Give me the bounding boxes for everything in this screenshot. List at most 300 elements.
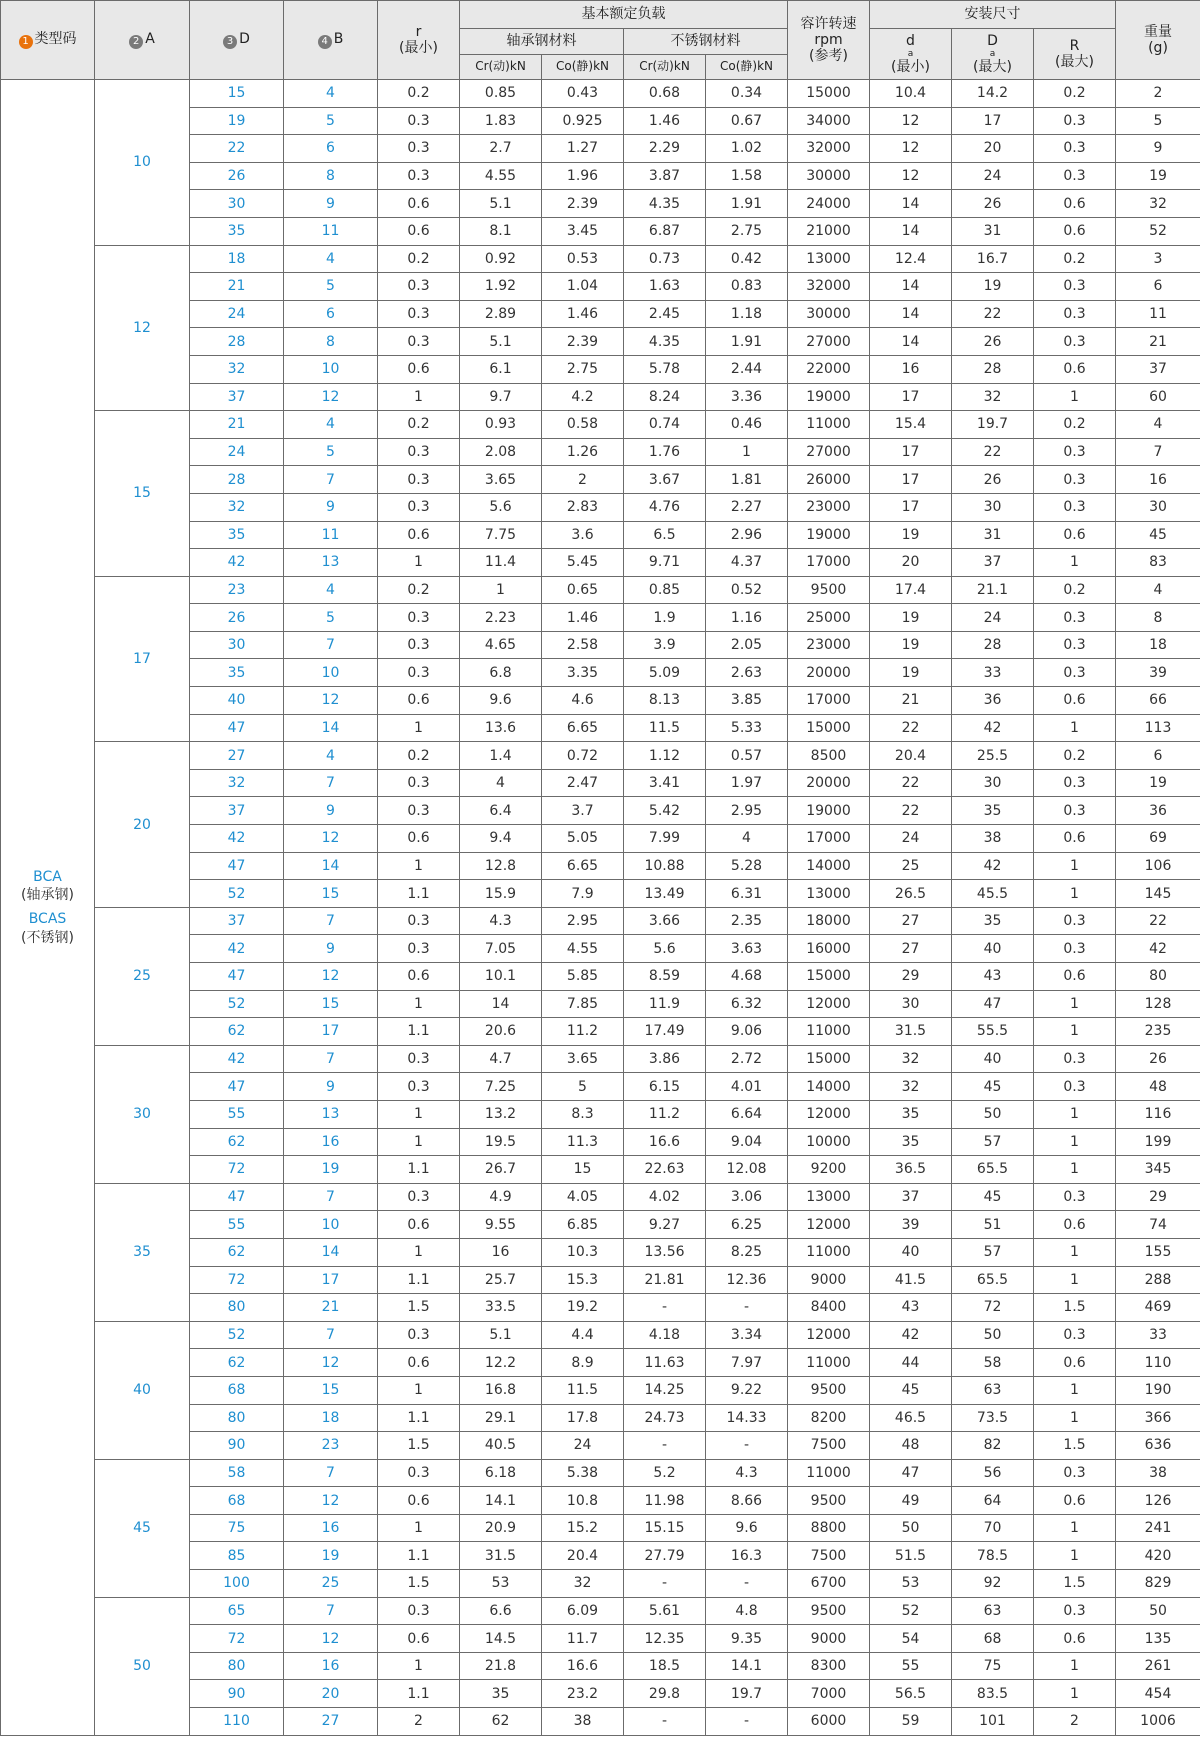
cell-cr-bearing: 5.1: [460, 1321, 542, 1349]
cell-Da: 40: [952, 935, 1034, 963]
cell-D: 37: [190, 907, 284, 935]
cell-B: 13: [284, 549, 378, 577]
cell-speed: 27000: [788, 438, 870, 466]
cell-r: 1.1: [378, 1680, 460, 1708]
cell-co-stainless: 2.96: [706, 521, 788, 549]
cell-da: 44: [870, 1349, 952, 1377]
cell-B: 4: [284, 80, 378, 108]
cell-da: 20.4: [870, 742, 952, 770]
cell-R: 0.2: [1034, 245, 1116, 273]
cell-Da: 33: [952, 659, 1034, 687]
cell-speed: 24000: [788, 190, 870, 218]
cell-speed: 7500: [788, 1542, 870, 1570]
cell-R: 0.6: [1034, 1349, 1116, 1377]
cell-cr-stainless: 4.35: [624, 190, 706, 218]
cell-cr-bearing: 2.89: [460, 300, 542, 328]
cell-weight: 19: [1116, 769, 1200, 797]
cell-r: 0.3: [378, 1459, 460, 1487]
cell-D: 26: [190, 604, 284, 632]
table-row: [1, 576, 1200, 604]
cell-co-bearing: 4.6: [542, 687, 624, 715]
cell-weight: 261: [1116, 1652, 1200, 1680]
cell-da: 35: [870, 1100, 952, 1128]
cell-cr-stainless: 5.6: [624, 935, 706, 963]
cell-D: 55: [190, 1100, 284, 1128]
cell-R: 0.6: [1034, 1487, 1116, 1515]
cell-R: 1: [1034, 1376, 1116, 1404]
header-Da: D a (最大): [952, 29, 1034, 80]
cell-co-stainless: 7.97: [706, 1349, 788, 1377]
cell-co-stainless: 1.91: [706, 190, 788, 218]
cell-cr-bearing: 9.55: [460, 1211, 542, 1239]
cell-B: 20: [284, 1680, 378, 1708]
cell-cr-stainless: 17.49: [624, 1018, 706, 1046]
cell-da: 17.4: [870, 576, 952, 604]
cell-co-stainless: 1.97: [706, 769, 788, 797]
cell-weight: 6: [1116, 742, 1200, 770]
cell-co-bearing: 11.5: [542, 1376, 624, 1404]
cell-cr-stainless: 1.63: [624, 273, 706, 301]
cell-r: 0.2: [378, 411, 460, 439]
cell-D: 68: [190, 1487, 284, 1515]
cell-da: 31.5: [870, 1018, 952, 1046]
cell-co-bearing: 5.05: [542, 825, 624, 853]
cell-Da: 37: [952, 549, 1034, 577]
cell-speed: 30000: [788, 162, 870, 190]
cell-D: 26: [190, 162, 284, 190]
cell-cr-stainless: 0.85: [624, 576, 706, 604]
cell-co-stainless: 9.6: [706, 1514, 788, 1542]
cell-B: 14: [284, 852, 378, 880]
cell-R: 0.3: [1034, 769, 1116, 797]
cell-co-bearing: 6.65: [542, 852, 624, 880]
cell-r: 1.5: [378, 1294, 460, 1322]
cell-speed: 6000: [788, 1708, 870, 1736]
cell-D: 21: [190, 273, 284, 301]
cell-Da: 26: [952, 466, 1034, 494]
cell-cr-bearing: 2.23: [460, 604, 542, 632]
cell-R: 0.3: [1034, 659, 1116, 687]
bore-A-cell: 40: [95, 1321, 190, 1459]
cell-r: 0.6: [378, 825, 460, 853]
cell-weight: 60: [1116, 383, 1200, 411]
cell-weight: 33: [1116, 1321, 1200, 1349]
cell-cr-stainless: 11.2: [624, 1100, 706, 1128]
cell-co-stainless: 1: [706, 438, 788, 466]
cell-speed: 17000: [788, 825, 870, 853]
cell-co-bearing: 2.47: [542, 769, 624, 797]
cell-da: 19: [870, 521, 952, 549]
cell-speed: 19000: [788, 521, 870, 549]
cell-co-bearing: 5.85: [542, 963, 624, 991]
cell-weight: 37: [1116, 355, 1200, 383]
cell-R: 1: [1034, 1018, 1116, 1046]
cell-cr-stainless: 4.18: [624, 1321, 706, 1349]
cell-r: 1.5: [378, 1432, 460, 1460]
cell-cr-stainless: 24.73: [624, 1404, 706, 1432]
cell-weight: 74: [1116, 1211, 1200, 1239]
cell-co-bearing: 3.35: [542, 659, 624, 687]
bore-A-cell: 30: [95, 1045, 190, 1183]
cell-co-stainless: 19.7: [706, 1680, 788, 1708]
marker-1-icon: 1: [19, 35, 33, 49]
cell-B: 10: [284, 659, 378, 687]
cell-weight: 39: [1116, 659, 1200, 687]
cell-Da: 83.5: [952, 1680, 1034, 1708]
cell-Da: 51: [952, 1211, 1034, 1239]
cell-Da: 43: [952, 963, 1034, 991]
cell-r: 1: [378, 714, 460, 742]
cell-Da: 24: [952, 162, 1034, 190]
header-r: r (最小): [378, 1, 460, 80]
cell-r: 0.3: [378, 1073, 460, 1101]
cell-r: 0.3: [378, 1183, 460, 1211]
cell-Da: 64: [952, 1487, 1034, 1515]
cell-Da: 42: [952, 714, 1034, 742]
cell-D: 32: [190, 493, 284, 521]
table-header: [1, 1, 1200, 80]
cell-co-bearing: 1.96: [542, 162, 624, 190]
cell-R: 0.6: [1034, 687, 1116, 715]
cell-B: 5: [284, 273, 378, 301]
cell-da: 12: [870, 135, 952, 163]
cell-weight: 45: [1116, 521, 1200, 549]
cell-co-stainless: 0.57: [706, 742, 788, 770]
cell-speed: 9500: [788, 1376, 870, 1404]
cell-weight: 8: [1116, 604, 1200, 632]
cell-co-stainless: -: [706, 1294, 788, 1322]
cell-cr-stainless: 11.9: [624, 990, 706, 1018]
cell-cr-bearing: 6.6: [460, 1597, 542, 1625]
cell-r: 1.1: [378, 1266, 460, 1294]
cell-R: 0.3: [1034, 273, 1116, 301]
cell-R: 1: [1034, 1404, 1116, 1432]
cell-D: 42: [190, 549, 284, 577]
cell-cr-stainless: 8.24: [624, 383, 706, 411]
cell-r: 1: [378, 549, 460, 577]
cell-cr-bearing: 0.92: [460, 245, 542, 273]
cell-B: 14: [284, 714, 378, 742]
cell-speed: 14000: [788, 1073, 870, 1101]
cell-co-bearing: 3.6: [542, 521, 624, 549]
cell-da: 19: [870, 659, 952, 687]
cell-co-stainless: 14.1: [706, 1652, 788, 1680]
cell-R: 0.3: [1034, 1597, 1116, 1625]
cell-cr-bearing: 2.7: [460, 135, 542, 163]
cell-B: 12: [284, 687, 378, 715]
cell-B: 5: [284, 107, 378, 135]
cell-co-bearing: 1.04: [542, 273, 624, 301]
cell-cr-bearing: 25.7: [460, 1266, 542, 1294]
cell-co-bearing: 0.58: [542, 411, 624, 439]
header-cr-stainless: Cr(动)kN: [624, 55, 706, 80]
cell-Da: 28: [952, 631, 1034, 659]
cell-speed: 15000: [788, 714, 870, 742]
cell-weight: 66: [1116, 687, 1200, 715]
cell-co-bearing: 8.9: [542, 1349, 624, 1377]
cell-da: 53: [870, 1570, 952, 1598]
cell-r: 0.3: [378, 493, 460, 521]
cell-co-stainless: 3.06: [706, 1183, 788, 1211]
cell-D: 62: [190, 1238, 284, 1266]
cell-Da: 26: [952, 190, 1034, 218]
cell-da: 52: [870, 1597, 952, 1625]
cell-cr-stainless: 4.02: [624, 1183, 706, 1211]
cell-speed: 13000: [788, 1183, 870, 1211]
type-code-cell: [1, 80, 95, 1736]
cell-cr-stainless: 5.09: [624, 659, 706, 687]
cell-cr-stainless: 8.59: [624, 963, 706, 991]
cell-co-bearing: 1.27: [542, 135, 624, 163]
cell-weight: 32: [1116, 190, 1200, 218]
cell-speed: 8800: [788, 1514, 870, 1542]
cell-D: 19: [190, 107, 284, 135]
cell-D: 52: [190, 1321, 284, 1349]
cell-Da: 21.1: [952, 576, 1034, 604]
cell-co-stainless: 12.36: [706, 1266, 788, 1294]
cell-R: 0.3: [1034, 1073, 1116, 1101]
cell-co-bearing: 19.2: [542, 1294, 624, 1322]
cell-co-bearing: 15.2: [542, 1514, 624, 1542]
cell-cr-bearing: 15.9: [460, 880, 542, 908]
cell-cr-bearing: 16.8: [460, 1376, 542, 1404]
cell-D: 80: [190, 1404, 284, 1432]
cell-Da: 68: [952, 1625, 1034, 1653]
cell-da: 12: [870, 107, 952, 135]
cell-D: 85: [190, 1542, 284, 1570]
cell-weight: 52: [1116, 217, 1200, 245]
table-row: [1, 1045, 1200, 1073]
cell-r: 0.3: [378, 907, 460, 935]
cell-co-stainless: 5.33: [706, 714, 788, 742]
cell-speed: 9200: [788, 1156, 870, 1184]
cell-cr-stainless: 5.61: [624, 1597, 706, 1625]
cell-cr-bearing: 6.8: [460, 659, 542, 687]
cell-speed: 20000: [788, 769, 870, 797]
cell-co-bearing: 11.7: [542, 1625, 624, 1653]
cell-cr-bearing: 4.55: [460, 162, 542, 190]
cell-Da: 63: [952, 1597, 1034, 1625]
cell-co-stainless: 2.27: [706, 493, 788, 521]
cell-B: 7: [284, 907, 378, 935]
cell-B: 25: [284, 1570, 378, 1598]
cell-D: 37: [190, 383, 284, 411]
cell-weight: 36: [1116, 797, 1200, 825]
cell-B: 9: [284, 190, 378, 218]
cell-Da: 47: [952, 990, 1034, 1018]
cell-R: 0.6: [1034, 355, 1116, 383]
cell-cr-bearing: 14.1: [460, 1487, 542, 1515]
cell-co-bearing: 1.26: [542, 438, 624, 466]
cell-speed: 13000: [788, 245, 870, 273]
cell-weight: 4: [1116, 411, 1200, 439]
cell-speed: 19000: [788, 383, 870, 411]
cell-co-stainless: -: [706, 1708, 788, 1736]
cell-cr-bearing: 3.65: [460, 466, 542, 494]
cell-Da: 75: [952, 1652, 1034, 1680]
cell-R: 0.6: [1034, 190, 1116, 218]
cell-D: 47: [190, 852, 284, 880]
cell-B: 9: [284, 1073, 378, 1101]
cell-speed: 7500: [788, 1432, 870, 1460]
cell-co-stainless: 3.36: [706, 383, 788, 411]
cell-co-stainless: 6.25: [706, 1211, 788, 1239]
cell-cr-stainless: 3.67: [624, 466, 706, 494]
cell-cr-bearing: 5.1: [460, 190, 542, 218]
cell-D: 40: [190, 687, 284, 715]
cell-D: 42: [190, 1045, 284, 1073]
cell-co-stainless: 0.42: [706, 245, 788, 273]
cell-weight: 21: [1116, 328, 1200, 356]
cell-da: 41.5: [870, 1266, 952, 1294]
cell-speed: 15000: [788, 80, 870, 108]
cell-weight: 135: [1116, 1625, 1200, 1653]
cell-R: 1.5: [1034, 1294, 1116, 1322]
cell-D: 90: [190, 1680, 284, 1708]
header-basic-load: 基本额定负载: [460, 1, 788, 29]
cell-weight: 80: [1116, 963, 1200, 991]
cell-speed: 8200: [788, 1404, 870, 1432]
cell-weight: 116: [1116, 1100, 1200, 1128]
cell-Da: 22: [952, 300, 1034, 328]
cell-speed: 32000: [788, 135, 870, 163]
cell-da: 35: [870, 1128, 952, 1156]
cell-D: 23: [190, 576, 284, 604]
cell-cr-bearing: 10.1: [460, 963, 542, 991]
cell-co-bearing: 38: [542, 1708, 624, 1736]
cell-cr-bearing: 1.4: [460, 742, 542, 770]
cell-r: 1.5: [378, 1570, 460, 1598]
cell-D: 52: [190, 990, 284, 1018]
cell-speed: 22000: [788, 355, 870, 383]
cell-D: 42: [190, 935, 284, 963]
cell-r: 1: [378, 990, 460, 1018]
cell-D: 37: [190, 797, 284, 825]
table-row: [1, 907, 1200, 935]
cell-co-stainless: 2.95: [706, 797, 788, 825]
cell-cr-bearing: 40.5: [460, 1432, 542, 1460]
cell-r: 1: [378, 1238, 460, 1266]
cell-D: 42: [190, 825, 284, 853]
table-row: [1, 742, 1200, 770]
cell-weight: 22: [1116, 907, 1200, 935]
cell-R: 0.3: [1034, 1045, 1116, 1073]
cell-weight: 366: [1116, 1404, 1200, 1432]
cell-Da: 38: [952, 825, 1034, 853]
cell-speed: 9000: [788, 1625, 870, 1653]
cell-B: 4: [284, 742, 378, 770]
cell-R: 0.6: [1034, 521, 1116, 549]
cell-weight: 18: [1116, 631, 1200, 659]
cell-speed: 11000: [788, 1349, 870, 1377]
cell-B: 12: [284, 825, 378, 853]
cell-co-bearing: 5.38: [542, 1459, 624, 1487]
cell-R: 0.3: [1034, 107, 1116, 135]
cell-B: 7: [284, 1597, 378, 1625]
cell-weight: 30: [1116, 493, 1200, 521]
cell-D: 47: [190, 963, 284, 991]
cell-cr-stainless: 0.73: [624, 245, 706, 273]
cell-co-bearing: 17.8: [542, 1404, 624, 1432]
cell-Da: 30: [952, 769, 1034, 797]
cell-cr-stainless: 5.42: [624, 797, 706, 825]
cell-Da: 31: [952, 217, 1034, 245]
cell-R: 0.6: [1034, 217, 1116, 245]
cell-r: 1: [378, 1128, 460, 1156]
cell-D: 30: [190, 190, 284, 218]
cell-cr-stainless: 6.15: [624, 1073, 706, 1101]
cell-weight: 829: [1116, 1570, 1200, 1598]
cell-co-bearing: 2.95: [542, 907, 624, 935]
cell-weight: 199: [1116, 1128, 1200, 1156]
cell-speed: 16000: [788, 935, 870, 963]
cell-B: 9: [284, 935, 378, 963]
cell-B: 11: [284, 217, 378, 245]
cell-da: 14: [870, 273, 952, 301]
cell-r: 1: [378, 1652, 460, 1680]
cell-R: 0.3: [1034, 604, 1116, 632]
cell-speed: 12000: [788, 990, 870, 1018]
cell-r: 0.6: [378, 687, 460, 715]
cell-Da: 35: [952, 907, 1034, 935]
cell-r: 0.6: [378, 963, 460, 991]
cell-da: 17: [870, 383, 952, 411]
cell-cr-stainless: 3.87: [624, 162, 706, 190]
cell-R: 1: [1034, 852, 1116, 880]
cell-cr-bearing: 7.05: [460, 935, 542, 963]
cell-speed: 9500: [788, 1487, 870, 1515]
cell-co-stainless: 8.66: [706, 1487, 788, 1515]
cell-speed: 15000: [788, 1045, 870, 1073]
cell-Da: 101: [952, 1708, 1034, 1736]
cell-co-stainless: 9.35: [706, 1625, 788, 1653]
cell-D: 32: [190, 355, 284, 383]
cell-co-bearing: 5.45: [542, 549, 624, 577]
cell-cr-stainless: 1.9: [624, 604, 706, 632]
cell-co-bearing: 11.2: [542, 1018, 624, 1046]
cell-D: 80: [190, 1294, 284, 1322]
cell-cr-bearing: 20.9: [460, 1514, 542, 1542]
cell-Da: 78.5: [952, 1542, 1034, 1570]
cell-D: 55: [190, 1211, 284, 1239]
cell-B: 27: [284, 1708, 378, 1736]
cell-B: 7: [284, 1321, 378, 1349]
cell-da: 37: [870, 1183, 952, 1211]
cell-Da: 14.2: [952, 80, 1034, 108]
cell-B: 12: [284, 963, 378, 991]
cell-da: 19: [870, 604, 952, 632]
cell-B: 12: [284, 383, 378, 411]
cell-B: 8: [284, 328, 378, 356]
cell-speed: 12000: [788, 1211, 870, 1239]
header-stainless: 不锈钢材料: [624, 29, 788, 55]
cell-r: 0.6: [378, 217, 460, 245]
cell-Da: 35: [952, 797, 1034, 825]
marker-3-icon: 3: [223, 35, 237, 49]
cell-speed: 8500: [788, 742, 870, 770]
cell-da: 49: [870, 1487, 952, 1515]
cell-cr-bearing: 9.6: [460, 687, 542, 715]
cell-da: 42: [870, 1321, 952, 1349]
cell-co-bearing: 6.65: [542, 714, 624, 742]
bore-A-cell: 35: [95, 1183, 190, 1321]
cell-B: 9: [284, 797, 378, 825]
cell-Da: 45.5: [952, 880, 1034, 908]
cell-da: 21: [870, 687, 952, 715]
cell-co-bearing: 24: [542, 1432, 624, 1460]
cell-weight: 4: [1116, 576, 1200, 604]
cell-cr-bearing: 12.2: [460, 1349, 542, 1377]
